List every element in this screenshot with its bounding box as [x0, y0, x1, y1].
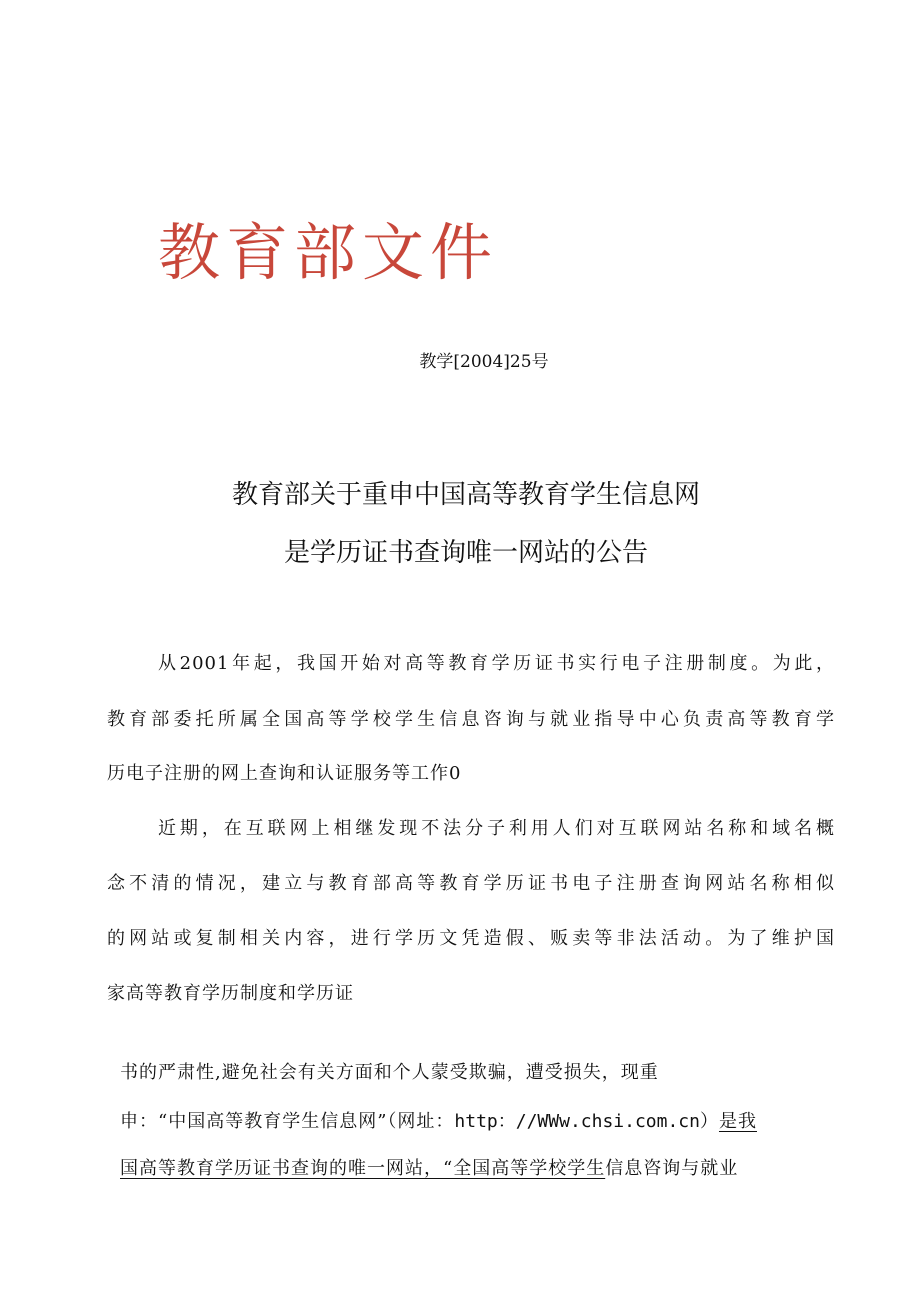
paragraph-2-line-4: 家高等教育学历制度和学历证	[107, 983, 354, 1004]
notice-text-bracket: ）	[699, 1111, 719, 1132]
paragraph-1-line-3: 历电子注册的网上查询和认证服务等工作0	[107, 763, 462, 784]
notice-text-prefix: 申：“中国高等教育学生信息网”（网址：	[120, 1111, 455, 1132]
underlined-statement: 国高等教育学历证书查询的唯一网站，“全国高等学校学生	[120, 1158, 606, 1179]
paragraph-1-line-1: 从2001年起，我国开始对高等教育学历证书实行电子注册制度。为此，	[158, 653, 835, 674]
announcement-title-line-2: 是学历证书查询唯一网站的公告	[283, 538, 648, 568]
paragraph-3-line-3	[120, 1160, 830, 1178]
document-header-title	[158, 216, 499, 289]
paragraph-2-line-1: 近期，在互联网上相继发现不法分子利用人们对互联网站名称和域名概	[158, 818, 835, 839]
paragraph-3-line-2	[120, 1113, 830, 1131]
paragraph-2-line-3: 的网站或复制相关内容，进行学历文凭造假、贩卖等非法活动。为了维护国	[107, 928, 835, 949]
document-number: 教学[2004]25号	[419, 352, 549, 372]
website-url: http：//WWw.chsi.com.cn	[454, 1111, 700, 1132]
statement-continuation: 信息咨询与就业	[605, 1158, 739, 1179]
agency-title: 教育部文件	[158, 216, 499, 289]
paragraph-2-line-2: 念不清的情况，建立与教育部高等教育学历证书电子注册查询网站名称相似	[107, 873, 835, 894]
paragraph-3-line-1: 书的严肃性,避免社会有关方面和个人蒙受欺骗，遭受损失，现重	[120, 1062, 659, 1083]
paragraph-1-line-2: 教育部委托所属全国高等学校学生信息咨询与就业指导中心负责高等教育学	[107, 709, 835, 730]
underlined-text-start: 是我	[718, 1111, 757, 1132]
announcement-title-line-1: 教育部关于重申中国高等教育学生信息网	[231, 480, 700, 510]
